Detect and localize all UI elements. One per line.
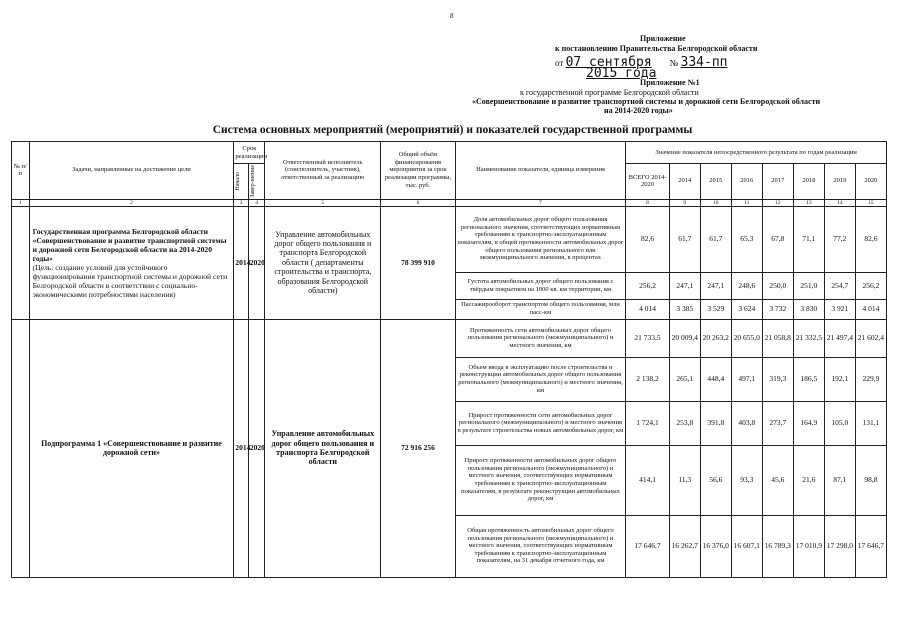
indicator-value: 253,8 — [669, 401, 700, 445]
col-year-header: 2016 — [731, 164, 762, 200]
number-label: № — [669, 58, 679, 68]
col-start-header — [234, 164, 248, 200]
program-name: Государственная программа Белгородской области «Совершенствование и развитие транспортной системы и дорожной сети Белгородской области на 2014-2020 годы» — [32, 226, 227, 263]
indicator-value: 16 607,1 — [731, 515, 762, 577]
column-numbers-row — [12, 199, 887, 206]
indicator-value: 21 497,4 — [824, 319, 855, 357]
subprogram-volume: 72 916 256 — [381, 319, 455, 577]
indicator-value: 20 655,0 — [731, 319, 762, 357]
indicator-value: 497,1 — [731, 357, 762, 401]
col-year-header: 2018 — [793, 164, 824, 200]
indicator-value: 82,6 — [855, 206, 886, 272]
indicator-value: 20 009,4 — [669, 319, 700, 357]
indicator-name: Доля автомобильных дорог общего пользования регионального значения, соответствующих нормативным требованиям к транспортно-эксплуатационным показателям, в общей протяженности автомобильных дорог общего пользования регионального или межмуниципального значения, в процентах — [455, 206, 626, 272]
indicator-value: 20 263,2 — [700, 319, 731, 357]
indicator-value: 21,6 — [793, 445, 824, 515]
col-total-header: ВСЕГО 2014-2020 — [626, 164, 669, 200]
indicator-value: 67,8 — [762, 206, 793, 272]
indicator-name: Протяженность сети автомобильных дорог общего пользования регионального (межмуниципального) и местного значения, км — [455, 319, 626, 357]
program-task-cell — [29, 206, 234, 319]
indicator-value: 56,6 — [700, 445, 731, 515]
indicator-value: 250,0 — [762, 272, 793, 299]
indicator-value: 3 921 — [824, 299, 855, 319]
col-values-header: Значение показателя непосредственного результата по годам реализации — [626, 142, 887, 164]
indicator-value: 256,2 — [626, 272, 669, 299]
indicator-value: 21 733,5 — [626, 319, 669, 357]
col-number: 14 — [824, 199, 855, 206]
col-number: 8 — [626, 199, 669, 206]
indicator-value: 247,1 — [700, 272, 731, 299]
indicator-value: 2 138,2 — [626, 357, 669, 401]
subprogram-name: Подпрограмма 1 «Совершенствование и развитие дорожной сети» — [29, 319, 234, 577]
indicator-value: 98,8 — [855, 445, 886, 515]
indicator-value: 229,9 — [855, 357, 886, 401]
col-num-header: № п/п — [12, 142, 30, 200]
measures-table — [11, 141, 887, 578]
indicator-value: 3 732 — [762, 299, 793, 319]
indicator-value: 21 602,4 — [855, 319, 886, 357]
indicator-value: 17 646,7 — [626, 515, 669, 577]
indicator-value: 186,5 — [793, 357, 824, 401]
indicator-value: 16 376,0 — [700, 515, 731, 577]
col-number: 7 — [455, 199, 626, 206]
col-year-header: 2015 — [700, 164, 731, 200]
indicator-value: 17 298,0 — [824, 515, 855, 577]
col-number: 12 — [762, 199, 793, 206]
indicator-value: 164,9 — [793, 401, 824, 445]
page-title: Система основных мероприятий (мероприятий) и показателей государственной программы — [212, 124, 693, 136]
indicator-value: 11,3 — [669, 445, 700, 515]
col-end-header — [248, 164, 265, 200]
indicator-value: 273,7 — [762, 401, 793, 445]
indicator-value: 93,3 — [731, 445, 762, 515]
indicator-value: 87,1 — [824, 445, 855, 515]
indicator-value: 251,0 — [793, 272, 824, 299]
header-row-1 — [12, 142, 887, 164]
indicator-name: Густота автомобильных дорог общего пользования с твёрдым покрытием на 1000 кв. км территории, км — [455, 272, 626, 299]
col-year-header: 2017 — [762, 164, 793, 200]
col-number: 2 — [29, 199, 234, 206]
col-year-header: 2020 — [855, 164, 886, 200]
indicator-value: 131,1 — [855, 401, 886, 445]
period-line: на 2014-2020 годы» — [604, 106, 673, 115]
indicator-name: Прирост протяженности автомобильных дорог общего пользования регионального (межмуниципального) и местного значения, соответствующих нормативным требованиям к транспортно-эксплуатационным показателям, в результате реконструкции автомобильных дорог, км — [455, 445, 626, 515]
col-number: 10 — [700, 199, 731, 206]
indicator-name: Объем ввода в эксплуатацию после строительства и реконструкции автомобильных дорог общего пользования регионального (межмуниципального) и местного значения, км — [455, 357, 626, 401]
col-term-header: Срок реализации — [234, 142, 265, 164]
program-executor: Управление автомобильных дорог общего пользования и транспорта Белгородской области ( департаменты строительства и транспорта, образования Белгородской области) — [265, 206, 381, 319]
indicator-value: 192,1 — [824, 357, 855, 401]
col-number: 11 — [731, 199, 762, 206]
col-year-header: 2014 — [669, 164, 700, 200]
col-number: 1 — [12, 199, 30, 206]
decree-year: 2015 года — [586, 66, 657, 81]
subprogram-start: 2014 — [234, 319, 248, 577]
indicator-value: 4 014 — [855, 299, 886, 319]
decree-number: 334-пп — [680, 55, 728, 70]
col-executor-header: Ответственный исполнитель (соисполнитель, участник), ответственный за реализацию — [265, 142, 381, 200]
col-number: 3 — [234, 199, 248, 206]
col-number: 15 — [855, 199, 886, 206]
to-program-line: к государственной программе Белгородской области — [520, 88, 699, 97]
subprogram-executor: Управление автомобильных дорог общего пользования и транспорта Белгородской области — [265, 319, 381, 577]
indicator-name: Пассажирооборот транспортом общего пользования, млн пасс-км — [455, 299, 626, 319]
program-row — [12, 206, 887, 272]
indicator-value: 16 789,3 — [762, 515, 793, 577]
program-start: 2014 — [234, 206, 248, 319]
indicator-value: 4 014 — [626, 299, 669, 319]
indicator-value: 414,1 — [626, 445, 669, 515]
indicator-value: 61,7 — [669, 206, 700, 272]
end-label: Завер-шение — [249, 165, 256, 198]
indicator-value: 448,4 — [700, 357, 731, 401]
indicator-name: Общая протяженность автомобильных дорог общего пользования регионального (межмуниципального) и местного значения, соответствующих нормативным требованиям к транспортно-эксплуатационным показателям, на 31 декабря отчетного года, км — [455, 515, 626, 577]
indicator-value: 254,7 — [824, 272, 855, 299]
appendix1-label: Приложение №1 — [640, 78, 700, 87]
indicator-value: 3 830 — [793, 299, 824, 319]
indicator-value: 1 724,1 — [626, 401, 669, 445]
indicator-value: 71,1 — [793, 206, 824, 272]
indicator-value: 3 529 — [700, 299, 731, 319]
program-name-line: «Совершенствование и развитие транспортной системы и дорожной сети Белгородской области — [472, 97, 821, 106]
program-end: 2020 — [248, 206, 265, 319]
indicator-value: 3 624 — [731, 299, 762, 319]
col-number: 5 — [265, 199, 381, 206]
indicator-value: 319,3 — [762, 357, 793, 401]
decree-line: к постановлению Правительства Белгородской области — [555, 44, 758, 53]
indicator-value: 17 010,9 — [793, 515, 824, 577]
indicator-value: 265,1 — [669, 357, 700, 401]
indicator-value: 105,0 — [824, 401, 855, 445]
start-label: Начало — [235, 172, 242, 191]
col-number: 6 — [381, 199, 455, 206]
indicator-value: 3 385 — [669, 299, 700, 319]
program-num-cell — [12, 206, 30, 319]
col-tasks-header: Задачи, направленные на достижение цели — [29, 142, 234, 200]
indicator-value: 17 646,7 — [855, 515, 886, 577]
indicator-name: Прирост протяженности сети автомобильных дорог регионального (межмуниципального) и местного значения в результате строительства новых автомобильных дорог, км — [455, 401, 626, 445]
program-volume: 78 399 910 — [381, 206, 455, 319]
col-year-header: 2019 — [824, 164, 855, 200]
indicator-value: 65,3 — [731, 206, 762, 272]
indicator-value: 82,6 — [626, 206, 669, 272]
indicator-value: 403,8 — [731, 401, 762, 445]
appendix-label: Приложение — [640, 34, 686, 43]
indicator-value: 248,6 — [731, 272, 762, 299]
indicator-value: 77,2 — [824, 206, 855, 272]
indicator-value: 391,8 — [700, 401, 731, 445]
indicator-value: 16 262,7 — [669, 515, 700, 577]
col-indicator-header: Наименование показателя, единица измерения — [455, 142, 626, 200]
decree-date: 07 сентября — [565, 55, 652, 70]
col-volume-header: Общий объём финансирования мероприятия за срок реализации программы, тыс. руб. — [381, 142, 455, 200]
col-number: 13 — [793, 199, 824, 206]
subprogram-row — [12, 319, 887, 357]
page-number: 8 — [450, 12, 454, 20]
subprogram-num-cell — [12, 319, 30, 577]
from-label: от — [555, 58, 564, 68]
indicator-value: 247,1 — [669, 272, 700, 299]
indicator-value: 21 332,5 — [793, 319, 824, 357]
indicator-value: 21 058,8 — [762, 319, 793, 357]
col-number: 4 — [248, 199, 265, 206]
subprogram-end: 2020 — [248, 319, 265, 577]
indicator-value: 61,7 — [700, 206, 731, 272]
indicator-value: 256,2 — [855, 272, 886, 299]
col-number: 9 — [669, 199, 700, 206]
indicator-value: 45,6 — [762, 445, 793, 515]
program-goal: (Цель: создание условий для устойчивого функционирования транспортной системы и дорожной сети Белгородской области в соответствии с социально-экономическими потребностями населения) — [32, 262, 228, 299]
